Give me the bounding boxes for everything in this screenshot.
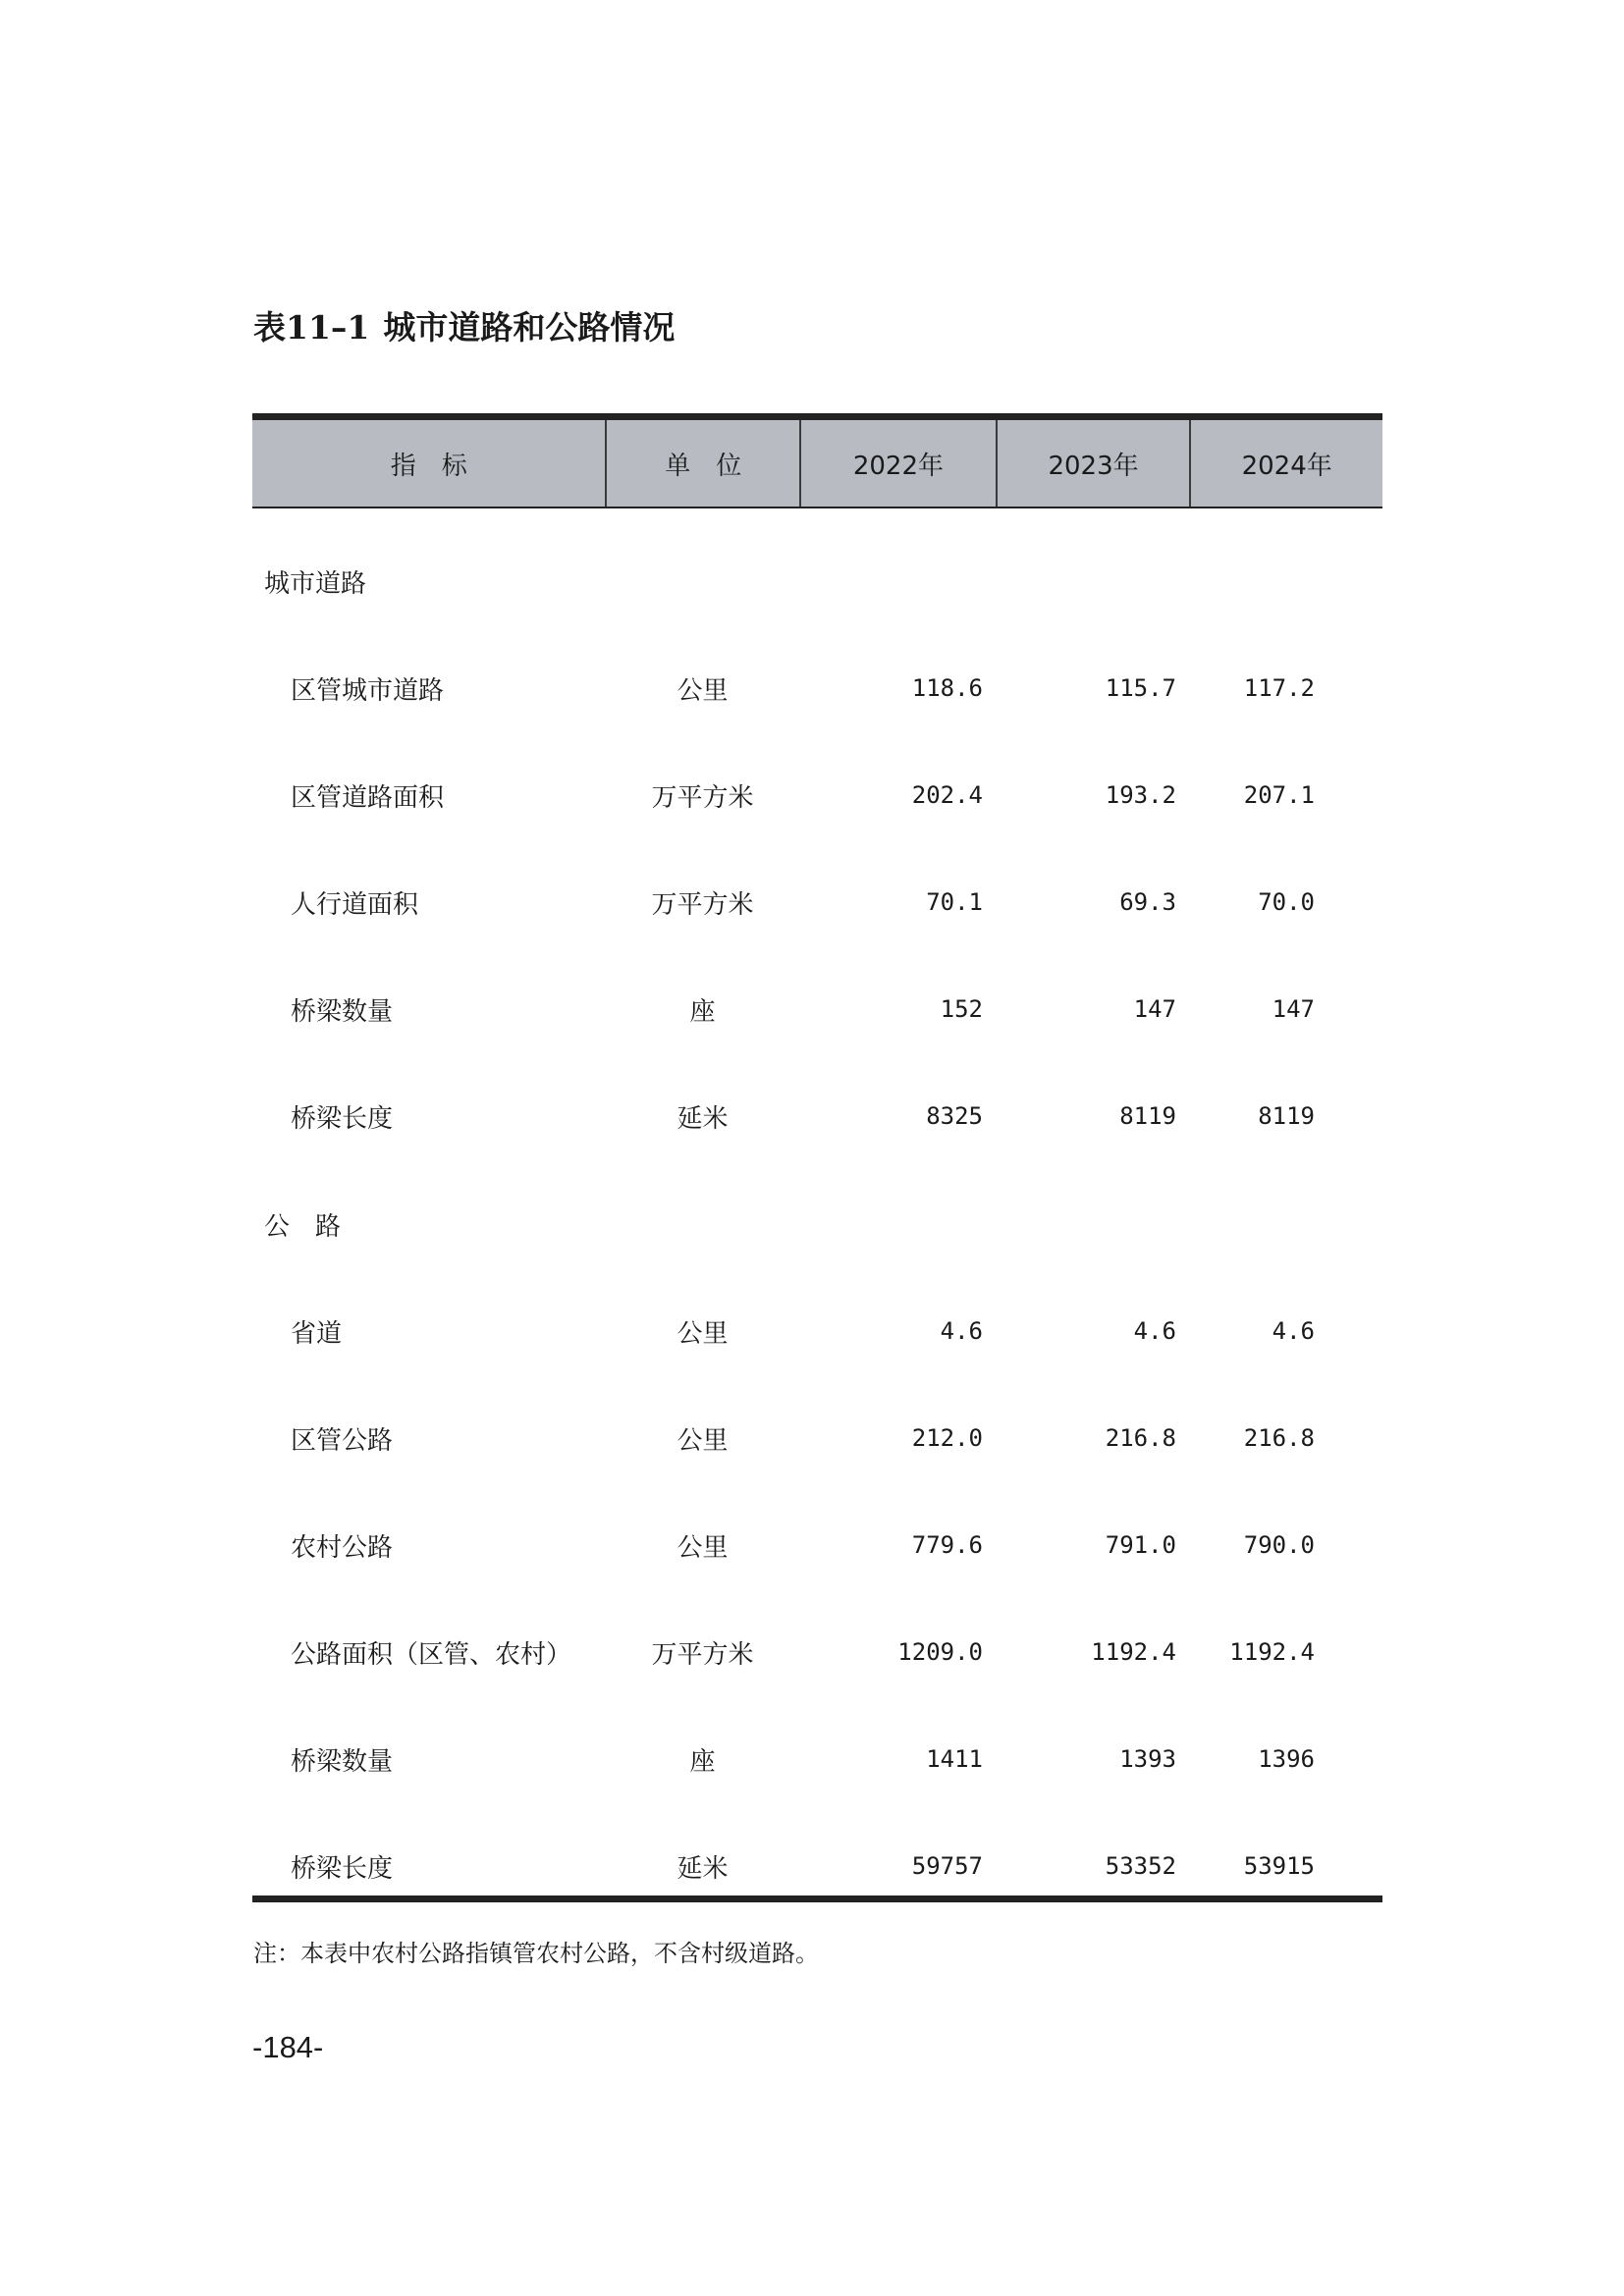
table-number: 表11–1 (253, 308, 370, 347)
value-2023: 8119 (1119, 1102, 1176, 1130)
row-name: 区管道路面积 (291, 782, 445, 813)
row-name: 公路面积（区管、农村） (291, 1639, 572, 1670)
section-name: 城市道路 (264, 568, 367, 599)
value-2022: 779.6 (911, 1531, 983, 1559)
data-table (252, 413, 1382, 1902)
value-2024: 216.8 (1243, 1424, 1315, 1452)
value-2022: 4.6 (940, 1317, 983, 1345)
table-row (252, 775, 1382, 815)
value-2024: 70.0 (1258, 888, 1315, 916)
row-name: 人行道面积 (291, 889, 419, 920)
value-2023: 216.8 (1105, 1424, 1176, 1452)
header-2023: 2023年 (998, 420, 1192, 507)
row-name: 区管城市道路 (291, 675, 445, 706)
table-row (252, 1096, 1382, 1136)
table-row (252, 1311, 1382, 1351)
value-2024: 1396 (1258, 1745, 1315, 1773)
value-2023: 791.0 (1105, 1531, 1176, 1559)
value-2022: 212.0 (911, 1424, 983, 1452)
row-name: 省道 (291, 1318, 343, 1349)
table-row (252, 668, 1382, 708)
value-2022: 1411 (926, 1745, 983, 1773)
section-row (252, 1204, 1382, 1244)
table-row (252, 1525, 1382, 1565)
value-2022: 1209.0 (897, 1638, 983, 1666)
header-2022: 2022年 (801, 420, 998, 507)
value-2024: 53915 (1243, 1852, 1315, 1880)
row-unit: 万平方米 (651, 1639, 754, 1670)
value-2024: 147 (1272, 995, 1315, 1023)
value-2023: 53352 (1105, 1852, 1176, 1880)
table-row (252, 1418, 1382, 1458)
row-name: 桥梁长度 (291, 1103, 394, 1134)
row-name: 区管公路 (291, 1425, 394, 1456)
page-number: -184- (252, 2030, 324, 2064)
value-2024: 8119 (1258, 1102, 1315, 1130)
section-name: 公 路 (264, 1211, 342, 1242)
table-row (252, 1632, 1382, 1672)
row-unit: 座 (689, 1746, 716, 1777)
value-2022: 8325 (926, 1102, 983, 1130)
value-2022: 202.4 (911, 781, 983, 809)
table-title-text: 城市道路和公路情况 (383, 308, 676, 347)
section-row (252, 561, 1382, 601)
value-2024: 790.0 (1243, 1531, 1315, 1559)
row-unit: 延米 (677, 1853, 729, 1884)
row-unit: 公里 (677, 1425, 729, 1456)
top-rule (252, 413, 1382, 420)
row-unit: 万平方米 (651, 782, 754, 813)
row-unit: 公里 (677, 1318, 729, 1349)
value-2023: 193.2 (1105, 781, 1176, 809)
table-body (252, 508, 1382, 1896)
row-name: 桥梁长度 (291, 1853, 394, 1884)
value-2023: 4.6 (1133, 1317, 1176, 1345)
value-2024: 1192.4 (1229, 1638, 1315, 1666)
table-row (252, 1739, 1382, 1779)
value-2022: 59757 (911, 1852, 983, 1880)
row-unit: 座 (689, 996, 716, 1027)
row-unit: 公里 (677, 675, 729, 706)
row-unit: 万平方米 (651, 889, 754, 920)
header-row (252, 420, 1382, 508)
row-name: 桥梁数量 (291, 1746, 394, 1777)
row-unit: 延米 (677, 1103, 729, 1134)
row-name: 桥梁数量 (291, 996, 394, 1027)
value-2024: 117.2 (1243, 674, 1315, 702)
table-title (253, 302, 675, 348)
row-name: 农村公路 (291, 1532, 394, 1563)
header-indicator: 指 标 (252, 420, 607, 507)
value-2024: 4.6 (1272, 1317, 1315, 1345)
value-2023: 1192.4 (1091, 1638, 1176, 1666)
table-row (252, 882, 1382, 922)
value-2023: 147 (1133, 995, 1176, 1023)
value-2022: 118.6 (911, 674, 983, 702)
table-footnote: 注：本表中农村公路指镇管农村公路，不含村级道路。 (253, 1940, 819, 1967)
table-row (252, 1846, 1382, 1886)
value-2023: 115.7 (1105, 674, 1176, 702)
value-2023: 69.3 (1119, 888, 1176, 916)
value-2022: 152 (940, 995, 983, 1023)
table-row (252, 989, 1382, 1029)
value-2023: 1393 (1119, 1745, 1176, 1773)
bottom-rule (252, 1896, 1382, 1902)
header-unit: 单 位 (607, 420, 801, 507)
value-2024: 207.1 (1243, 781, 1315, 809)
row-unit: 公里 (677, 1532, 729, 1563)
value-2022: 70.1 (926, 888, 983, 916)
header-2024: 2024年 (1241, 451, 1332, 481)
